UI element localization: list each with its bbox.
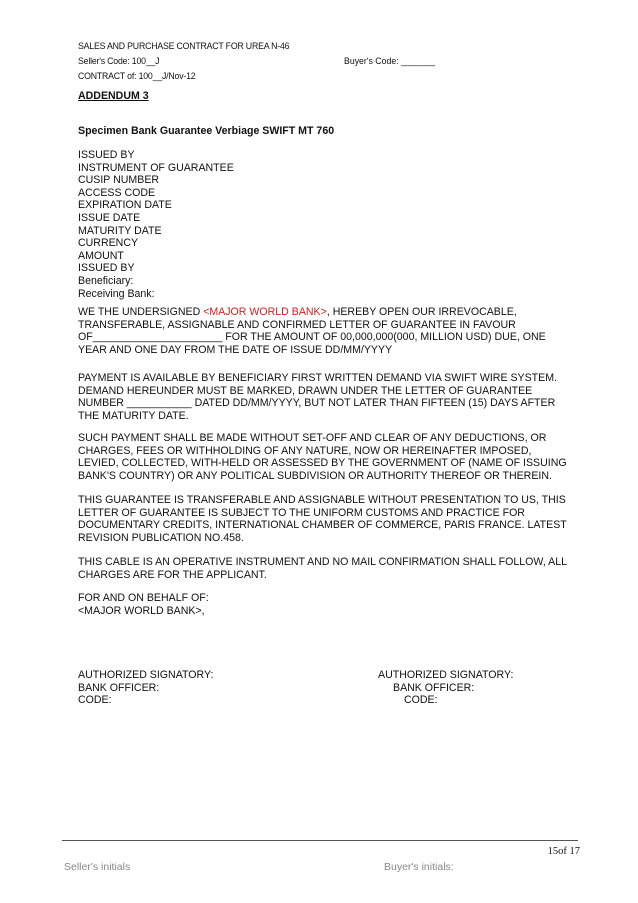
p2-line: PAYMENT IS AVAILABLE BY BENEFICIARY FIRST WRITTEN DEMAND VIA SWIFT WIRE SYSTEM. <box>78 372 557 384</box>
field-item: CUSIP NUMBER <box>78 174 160 187</box>
paragraph-payment-availability <box>78 372 580 422</box>
specimen-title: Specimen Bank Guarantee Verbiage SWIFT MT 760 <box>78 125 335 137</box>
field-item: Beneficiary: <box>78 274 134 287</box>
seller-code: Seller's Code: 100__J <box>78 56 160 67</box>
signature-block-right <box>378 669 513 707</box>
field-item: CURRENCY <box>78 237 139 250</box>
p3-line: LEVIED, COLLECTED, WITH-HELD OR ASSESSED BY THE GOVERNMENT OF (NAME OF ISSUING <box>78 457 567 470</box>
signature-block-left <box>78 669 213 707</box>
bank-officer-label: BANK OFFICER: <box>393 681 475 694</box>
code-label: CODE: <box>404 694 438 707</box>
p4-line: THIS GUARANTEE IS TRANSFERABLE AND ASSIGNABLE WITHOUT PRESENTATION TO US, THIS <box>78 494 566 506</box>
buyer-initials: Buyer's initials: <box>384 861 454 873</box>
field-item: AMOUNT <box>78 249 124 262</box>
paragraph-operative-instrument <box>78 556 580 581</box>
p5-line: CHARGES ARE FOR THE APPLICANT. <box>78 568 267 581</box>
p4-line: DOCUMENTARY CREDITS, INTERNATIONAL CHAMBER OF COMMERCE, PARIS FRANCE. LATEST <box>78 519 567 532</box>
code-label: CODE: <box>78 694 112 707</box>
p2-line: NUMBER ___________ DATED DD/MM/YYYY, BUT NOT LATER THAN FIFTEEN (15) DAYS AFTER <box>78 397 556 410</box>
paragraph-on-behalf <box>78 592 580 617</box>
paragraph-payment-terms <box>78 432 580 482</box>
p3-line: BANK'S COUNTRY) OR ANY POLITICAL SUBDIVISION OR AUTHORITY THEREOF OR THEREIN. <box>78 469 552 482</box>
p2-line: DEMAND HEREUNDER MUST BE MARKED, DRAWN UNDER THE LETTER OF GUARANTEE <box>78 384 533 397</box>
field-item: EXPIRATION DATE <box>78 199 172 212</box>
signatory-label: AUTHORIZED SIGNATORY: <box>378 669 514 681</box>
field-item: ISSUE DATE <box>78 211 141 224</box>
p4-line: REVISION PUBLICATION NO.458. <box>78 531 244 544</box>
p3-line: SUCH PAYMENT SHALL BE MADE WITHOUT SET-OFF AND CLEAR OF ANY DEDUCTIONS, OR <box>78 432 547 444</box>
paragraph-guarantee-opening <box>78 306 580 356</box>
field-item: ISSUED BY <box>78 262 135 275</box>
page-number: 15of 17 <box>547 846 580 857</box>
footer-divider <box>62 840 578 841</box>
p4-line: LETTER OF GUARANTEE IS SUBJECT TO THE UNIFORM CUSTOMS AND PRACTICE FOR <box>78 506 525 519</box>
contract-number: CONTRACT of: 100__J/Nov-12 <box>78 71 196 82</box>
buyer-code: Buyer's Code: _______ <box>344 56 436 67</box>
addendum-heading: ADDENDUM 3 <box>78 90 149 102</box>
paragraph-transferability <box>78 494 580 544</box>
p2-line: THE MATURITY DATE. <box>78 409 189 422</box>
bank-officer-label: BANK OFFICER: <box>78 681 160 694</box>
field-item: MATURITY DATE <box>78 224 162 237</box>
field-item: ACCESS CODE <box>78 186 156 199</box>
p6-line: <MAJOR WORLD BANK>, <box>78 604 205 617</box>
field-item: INSTRUMENT OF GUARANTEE <box>78 161 234 174</box>
p5-line: THIS CABLE IS AN OPERATIVE INSTRUMENT AND NO MAIL CONFIRMATION SHALL FOLLOW, ALL <box>78 556 567 568</box>
p3-line: CHARGES, FEES OR WITHHOLDING OF ANY NATURE, NOW OR HEREINAFTER IMPOSED, <box>78 444 532 457</box>
p1-line: OF______________________ FOR THE AMOUNT OF 00,000,000(000, MILLION USD) DUE, ONE <box>78 331 546 344</box>
seller-initials: Seller's initials <box>64 861 131 873</box>
p1-lead: WE THE UNDERSIGNED <box>78 306 204 318</box>
p1-line: YEAR AND ONE DAY FROM THE DATE OF ISSUE DD/MM/YYYY <box>78 343 393 356</box>
field-item: ISSUED BY <box>78 149 135 161</box>
field-item: Receiving Bank: <box>78 287 155 300</box>
field-list <box>78 149 580 300</box>
p6-line: FOR AND ON BEHALF OF: <box>78 592 209 604</box>
signatory-label: AUTHORIZED SIGNATORY: <box>78 669 214 681</box>
p1-line1-tail: , HEREBY OPEN OUR IRREVOCABLE, <box>326 306 517 318</box>
major-world-bank-highlight: <MAJOR WORLD BANK> <box>203 306 327 318</box>
contract-title: SALES AND PURCHASE CONTRACT FOR UREA N-46 <box>78 41 290 52</box>
p1-line: TRANSFERABLE, ASSIGNABLE AND CONFIRMED LETTER OF GUARANTEE IN FAVOUR <box>78 318 516 331</box>
